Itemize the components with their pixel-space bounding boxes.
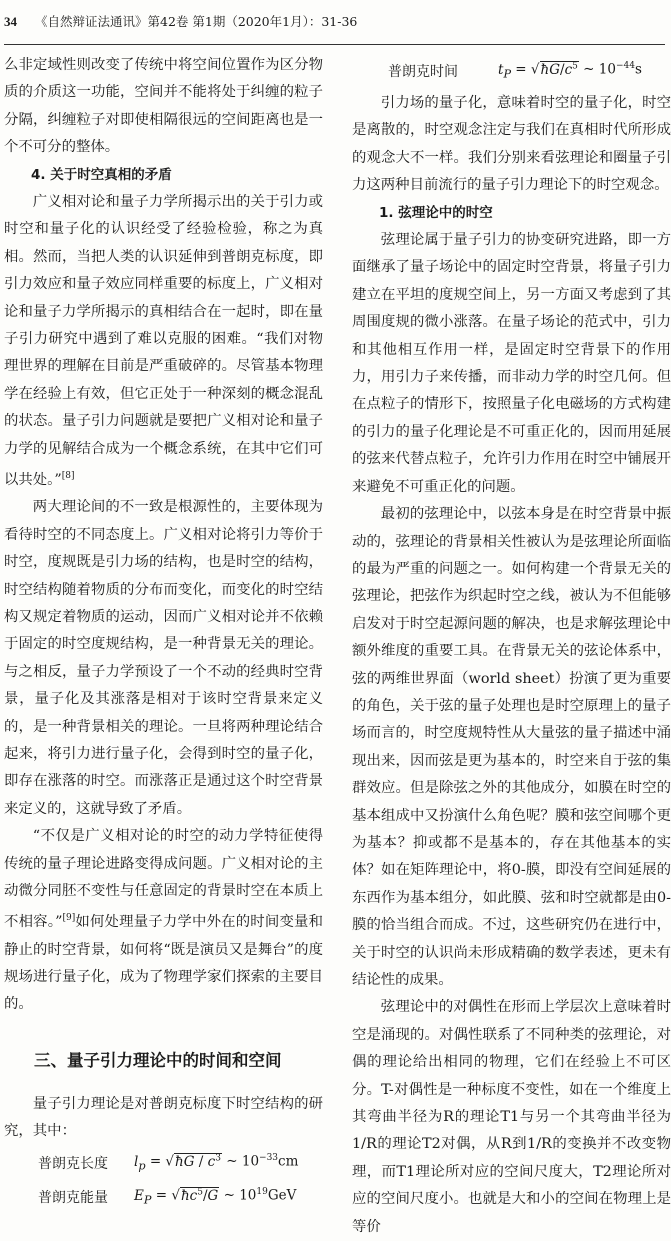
formula-planck-time (352, 52, 671, 90)
paragraph (4, 823, 323, 1019)
paragraph: 弦理论中的对偶性在形而上学层次上意味着时空是涌现的。对偶性联系了不同种类的弦理论，对偶的理论给出相同的物理，它们在经验上不可区分。T-对偶性是一种标度不变性，如在一个维度上其弯曲半径为R的理论T1与另一个其弯曲半径为1/R的理论T2对偶，从R到1/R的变换并不改变物理，而T1理论所对应的空间尺度大，T2理论所对应的空间尺度小。也就是大和小的空间在物理上是等价 (352, 999, 671, 1235)
paragraph: 弦理论属于量子引力的协变研究进路，即一方面继承了量子场论中的固定时空背景，将量子引力建立在平坦的度规空间上，另一方面又考虑到了其周围度规的微小涨落。在量子场论的范式中，引力和其他相互作用一样，是固定时空背景下的作用力，用引力子来传播，而非动力学的时空几何。但在点粒子的情形下，按照量子化电磁场的方式构建的引力的量子化理论是不可重正化的，因而用延展的弦来代替点粒子，允许引力作用在时空中铺展开来避免不可重正化的问题。 (352, 232, 671, 495)
formula-label: 普朗克能量 (38, 1189, 108, 1206)
paragraph: 么非定域性则改变了传统中将空间位置作为区分物质的介质这一功能，空间并不能将处于纠缠的粒子分隔，纠缠粒子对即使相隔很远的空间距离也是一个不可分的整体。 (4, 57, 323, 156)
running-header (4, 12, 665, 34)
paragraph: 最初的弦理论中，以弦本身是在时空背景中振动的，弦理论的背景相关性被认为是弦理论所面临的最为严重的问题之一。如何构建一个背景无关的弦理论，把弦作为织起时空之线，被认为不但能够启发对于时空起源问题的解决，也是求解弦理论中额外维度的重要工具。在背景无关的弦论体系中，弦的两维世界面（world sheet）扮演了更为重要的角色，关于弦的量子处理也是时空原理上的量子场而言的，时空度规特性从大量弦的量子描述中涌现出来，因而弦是更为基本的，时空来自于弦的集群效应。但是除弦之外的其他成分，如膜在时空的基本组成中又扮演什么角色呢？膜和弦空间哪个更为基本？抑或都不是基本的，存在其他基本的实体？如在矩阵理论中，将0-膜，即没有空间延展的东西作为基本组分，如此膜、弦和时空就都是由0-膜的恰当组合而成。不过，这些研究仍在进行中，关于时空的认识尚未形成精确的数学表述，更未有结论性的成果。 (352, 506, 671, 988)
paragraph: 量子引力理论是对普朗克标度下时空结构的研究，其中： (4, 1095, 323, 1140)
paragraph-text: “不仅是广义相对论的时空的动力学特征使得传统的量子理论进路变得成问题。广义相对论的主动微分同胚不变性与任意固定的背景时空在本质上不相容。” (4, 828, 323, 931)
page-number: 34 (4, 14, 17, 29)
journal-citation: 《自然辩证法通讯》第42卷 第1期（2020年1月）：31-36 (34, 14, 358, 29)
formula-planck-energy (4, 1180, 323, 1214)
header-rule (4, 44, 665, 45)
citation-9: [9] (62, 913, 76, 924)
paragraph (4, 189, 323, 494)
formula-planck-length (4, 1146, 323, 1180)
paragraph: 引力场的量子化，意味着时空的量子化，时空是离散的，时空观念注定与我们在真相时代所形成的观念大不一样。我们分别来看弦理论和圈量子引力这两种目前流行的量子引力理论下的时空观念。 (352, 95, 671, 194)
formula: $t_P$ = $√ħG/c^5$ ~ $10^{-44}s$ (498, 61, 642, 81)
formula-label: 普朗克长度 (38, 1155, 108, 1172)
formula: $E_P$ = $√ħc^5/G$ ~ $10^{19}GeV$ (134, 1187, 297, 1207)
paragraph-text: 广义相对论和量子力学所揭示出的关于引力或时空和量子化的认识经受了经验检验，称之为真相。然而，当把人类的认识延伸到普朗克标度，即引力效应和量子效应同样重要的标度上，广义相对论和量子力学所揭示的真相结合在一起时，即在量子引力研究中遇到了难以克服的困难。“我们对物理世界的理解在目前是严重破碎的。尽管基本物理学在经验上有效，但它正处于一种深刻的概念混乱的状态。量子引力问题就是要把广义相对论和量子力学的见解结合成为一个概念系统，在其中它们可以共处。” (4, 194, 323, 488)
subsection-heading: 4. 关于时空真相的矛盾 (31, 166, 172, 183)
section-heading: 三、量子引力理论中的时间和空间 (34, 1050, 282, 1070)
formula-label: 普朗克时间 (388, 64, 458, 80)
citation-8: [8] (61, 471, 75, 482)
subsection-heading: 1. 弦理论中的时空 (379, 204, 493, 221)
paragraph-text: 如何处理量子力学中外在的时间变量和静止的时空背景，如何将“既是演员又是舞台”的度规场进行量子化，成为了物理学家们探索的主要目的。 (4, 914, 323, 1013)
left-column (4, 52, 323, 1207)
paragraph: 两大理论间的不一致是根源性的，主要体现为看待时空的不同态度上。广义相对论将引力等价于时空，度规既是引力场的结构，也是时空的结构，时空结构随着物质的分布而变化，而变化的时空结构又规定着物质的运动，因而广义相对论并不依赖于固定的时空度规结构，是一种背景无关的理论。与之相反，量子力学预设了一个不动的经典时空背景，量子化及其涨落是相对于该时空背景来定义的，是一种背景相关的理论。一旦将两种理论结合起来，将引力进行量子化，会得到时空的量子化，即存在涨落的时空。而涨落正是通过这个时空背景来定义的，这就导致了矛盾。 (4, 499, 323, 817)
right-column (352, 52, 671, 1235)
formula: $l_p$ = √ħG / $c^3$ ~ $10^{-33}cm$ (134, 1153, 299, 1173)
